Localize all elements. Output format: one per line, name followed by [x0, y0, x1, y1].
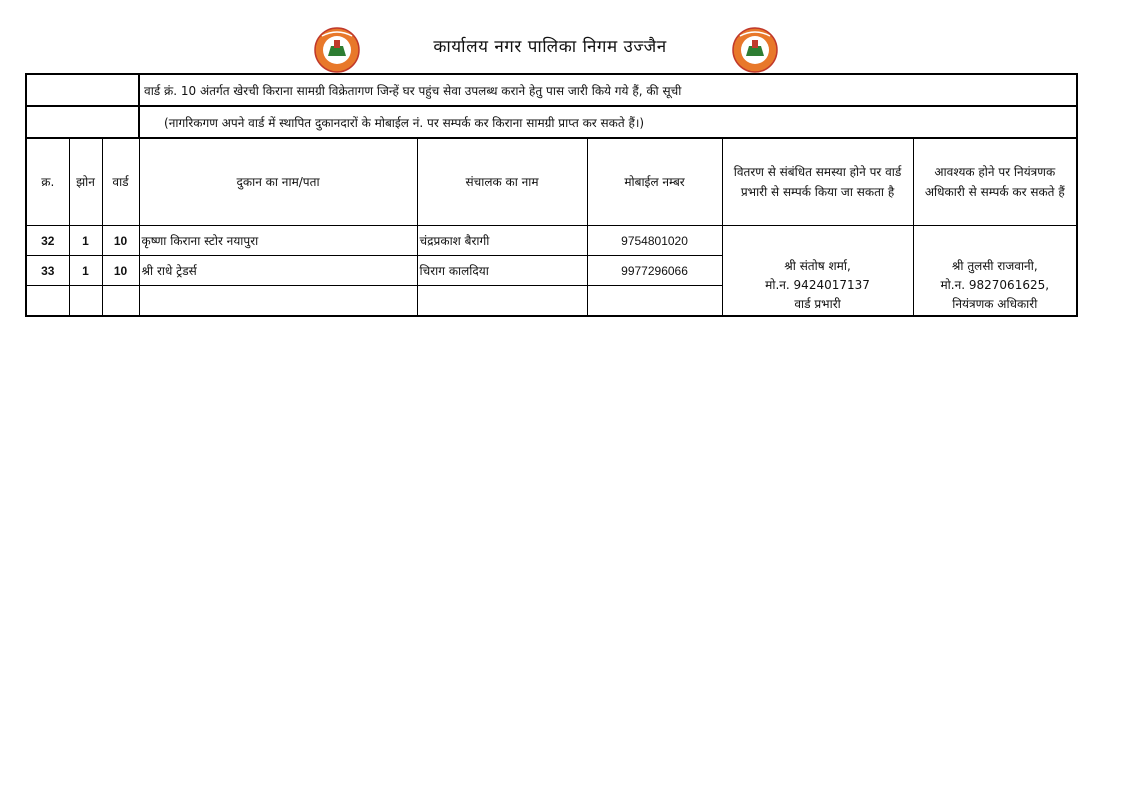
header-ward: वार्ड	[102, 138, 139, 226]
header-row	[26, 138, 1077, 226]
shop-cell: कृष्णा किराना स्टोर नयापुरा	[139, 226, 417, 256]
header-operator: संचालक का नाम	[417, 138, 587, 226]
empty-cell	[139, 286, 417, 317]
header-control-officer: आवश्यक होने पर नियंत्रणक अधिकारी से सम्पर्क कर सकते हैं	[913, 138, 1077, 226]
control-officer-designation: नियंत्रणक अधिकारी	[952, 297, 1038, 311]
ward-cell: 10	[102, 226, 139, 256]
serial-cell: 32	[26, 226, 69, 256]
ward-cell: 10	[102, 256, 139, 286]
empty-cell	[26, 286, 69, 317]
shop-cell: श्री राधे ट्रेडर्स	[139, 256, 417, 286]
ward-incharge-cell	[722, 226, 913, 317]
serial-cell: 33	[26, 256, 69, 286]
ward-incharge-designation: वार्ड प्रभारी	[794, 297, 841, 311]
zone-cell: 1	[69, 256, 102, 286]
table-caption-row	[26, 74, 1077, 106]
blank-cell	[26, 106, 139, 138]
control-officer-mobile: मो.न. 9827061625,	[940, 278, 1050, 292]
empty-cell	[587, 286, 722, 317]
document-header	[0, 22, 1122, 72]
empty-cell	[69, 286, 102, 317]
mobile-cell: 9754801020	[587, 226, 722, 256]
mobile-cell: 9977296066	[587, 256, 722, 286]
header-zone: झोन	[69, 138, 102, 226]
table-row	[26, 226, 1077, 256]
header-mobile: मोबाईल नम्बर	[587, 138, 722, 226]
shop-list-table	[25, 73, 1078, 317]
header-shop: दुकान का नाम/पता	[139, 138, 417, 226]
municipal-emblem-icon	[730, 26, 780, 74]
ward-incharge-mobile: मो.न. 9424017137	[765, 278, 870, 292]
office-title: कार्यालय नगर पालिका निगम उज्जैन	[433, 37, 667, 57]
empty-cell	[102, 286, 139, 317]
table-caption: वार्ड क्रं. 10 अंतर्गत खेरची किराना सामग्री विक्रेतागण जिन्हें घर पहुंच सेवा उपलब्ध कराने हेतु पास जारी किये गये हैं, की सूची	[139, 74, 1077, 106]
municipal-emblem-icon	[312, 26, 362, 74]
control-officer-cell	[913, 226, 1077, 317]
control-officer-name: श्री तुलसी राजवानी,	[951, 259, 1038, 273]
operator-cell: चंद्रप्रकाश बैरागी	[417, 226, 587, 256]
blank-cell	[26, 74, 139, 106]
table-note-row	[26, 106, 1077, 138]
header-ward-incharge: वितरण से संबंधित समस्या होने पर वार्ड प्रभारी से सम्पर्क किया जा सकता है	[722, 138, 913, 226]
header-serial: क्र.	[26, 138, 69, 226]
ward-incharge-name: श्री संतोष शर्मा,	[784, 259, 851, 273]
operator-cell: चिराग कालदिया	[417, 256, 587, 286]
zone-cell: 1	[69, 226, 102, 256]
empty-cell	[417, 286, 587, 317]
table-note: (नागरिकगण अपने वार्ड में स्थापित दुकानदारों के मोबाईल नं. पर सम्पर्क कर किराना सामग्री प्राप्त कर सकते हैं।)	[139, 106, 1077, 138]
